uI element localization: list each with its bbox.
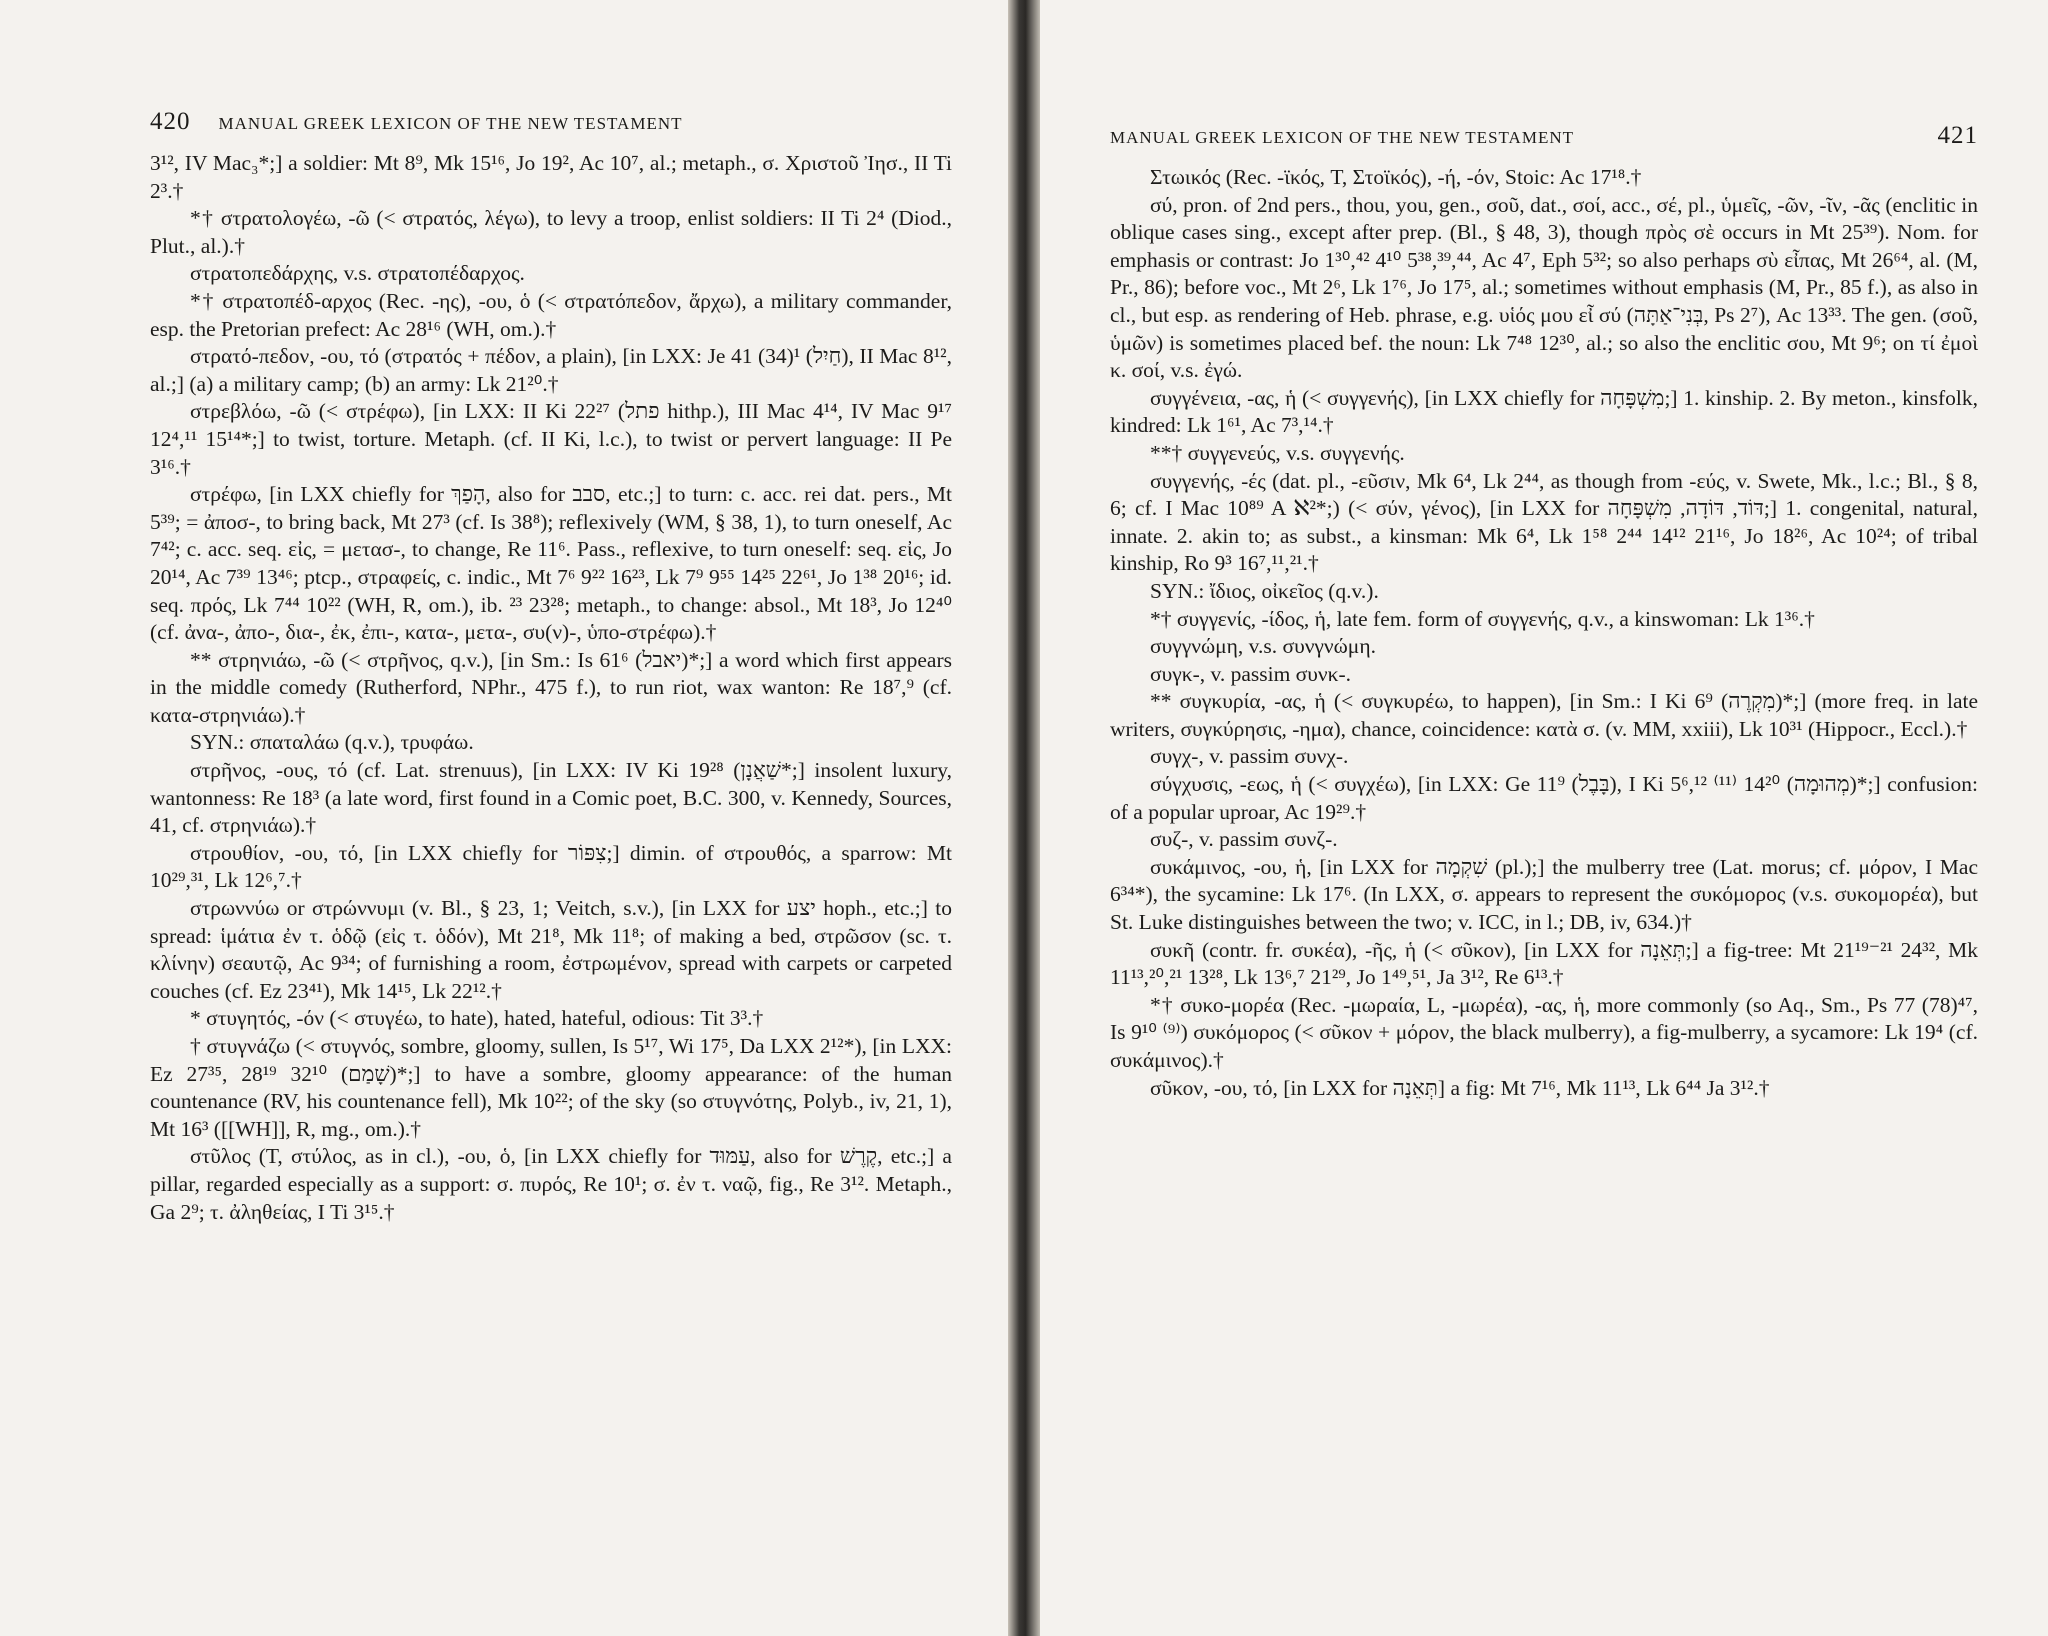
book-gutter bbox=[1008, 0, 1040, 1636]
entry-sykaminos: συκάμινος, -ου, ἡ, [in LXX for שִׁקְמָה (pl.);] the mulberry tree (Lat. morus; cf. μόρον, I Mac 6³⁴*), the sycamine: Lk 17⁶. (In LXX, σ. appears to represent the συκόμορος (v.s. συκομορέα), but St. Luke distinguishes between the two; v. ICC, in l.; DB, iv, 634.)† bbox=[1110, 854, 1978, 935]
entry-stygetos: * στυγητός, -όν (< στυγέω, to hate), hated, hateful, odious: Tit 3³.† bbox=[190, 1006, 764, 1031]
entry-strepho: στρέφω, [in LXX chiefly for הָפַךְ, also for סבב, etc.;] to turn: c. acc. rei dat. pers., Mt 5³⁹; = ἀποσ-, to bring back, Mt 27³ (cf. Is 38⁸); reflexively (WM, § 38, 1), to turn oneself, Ac 7⁴²; c. acc. seq. εἰς, = μετασ-, to change, Re 11⁶. Pass., reflexive, to turn oneself: seq. εἰς, Jo 20¹⁴, Ac 7³⁹ 13⁴⁶; ptcp., στραφείς, c. indic., Mt 7⁶ 9²² 16²³, Lk 7⁹ 9⁵⁵ 14²⁵ 22⁶¹, Jo 1³⁸ 20¹⁶; id. seq. πρός, Lk 7⁴⁴ 10²² (WH, R, om.), ib. ²³ 23²⁸; metaph., to change: absol., Mt 18³, Jo 12⁴⁰ (cf. ἀνα-, ἀπο-, δια-, ἐκ, ἐπι-, κατα-, μετα-, συ(ν)-, ὑπο-στρέφω).† bbox=[150, 482, 952, 645]
entry-stygnazo: † στυγνάζω (< στυγνός, sombre, gloomy, sullen, Is 5¹⁷, Wi 17⁵, Da LXX 2¹²*), [in LXX: Ez 27³⁵, 28¹⁹ 32¹⁰ (שָׁמַם)*;] to have a sombre, gloomy appearance: of the human countenance (RV, his countenance fell), Mk 10²²; of the sky (so στυγνότης, Polyb., iv, 21, 1), Mt 16³ ([[WH]], R, mg., om.).† bbox=[150, 1034, 952, 1141]
entry-sykomorea: *† συκο-μορέα (Rec. -μωραία, L, -μωρέα), -ας, ἡ, more commonly (so Aq., Sm., Ps 77 (78)⁴⁷, Is 9¹⁰ ⁽⁹⁾) συκόμορος (< σῦκον + μόρον, the black mulberry), a fig-mulberry, a sycamore: Lk 19⁴ (cf. συκάμινος).† bbox=[1110, 992, 1978, 1072]
left-page bbox=[0, 0, 1012, 1636]
entry-stratopedon: στρατό-πεδον, -ου, τό (στρατός + πέδον, a plain), [in LXX: Je 41 (34)¹ (חַיִל), II Mac 8¹², al.;] (a) a military camp; (b) an army: Lk 21²⁰.† bbox=[150, 344, 952, 396]
entry-syn-note: SYN.: σπαταλάω (q.v.), τρυφάω. bbox=[190, 730, 474, 755]
entry-sygchysis: σύγχυσις, -εως, ἡ (< συγχέω), [in LXX: Ge 11⁹ (בָּבֶל), I Ki 5⁶,¹² ⁽¹¹⁾ 14²⁰ (מְהוּמָה)*;] confusion: of a popular uproar, Ac 19²⁹.† bbox=[1110, 772, 1979, 824]
entry-strenos: στρῆνος, -ους, τό (cf. Lat. strenuus), [in LXX: IV Ki 19²⁸ (שַׁאֲנָן*;] insolent luxury, wantonness: Re 18³ (a late word, first found in a Comic poet, B.C. 300, v. Kennedy, Sources, 41, cf. στρηνιάω).† bbox=[150, 758, 953, 838]
lexicon-entries bbox=[150, 150, 952, 1226]
running-title: MANUAL GREEK LEXICON OF THE NEW TESTAMENT bbox=[1110, 128, 1574, 147]
entry-syz: συζ-, v. passim συνζ-. bbox=[1150, 827, 1338, 852]
entry-stylos: στῦλος (T, στύλος, as in cl.), -ου, ὁ, [in LXX chiefly for עַמּוּד, also for קֶרֶשׁ, etc.;] a pillar, regarded especially as a support: σ. πυρός, Re 10¹; σ. ἐν τ. ναῷ, fig., Re 3¹². Metaph., Ga 2⁹; τ. ἀληθείας, I Ti 3¹⁵.† bbox=[150, 1144, 952, 1224]
entry-strebloo: στρεβλόω, -ῶ (< στρέφω), [in LXX: II Ki 22²⁷ (פתל hithp.), III Mac 4¹⁴, IV Mac 9¹⁷ 12⁴,¹¹ 15¹⁴*;] to twist, torture. Metaph. (cf. II Ki, l.c.), to twist or pervert language: II Pe 3¹⁶.† bbox=[150, 399, 952, 479]
entry-syggeneia: συγγένεια, -ας, ἡ (< συγγενής), [in LXX chiefly for מִשְׁפָּחָה;] 1. kinship. 2. By meton., kinsfolk, kindred: Lk 1⁶¹, Ac 7³,¹⁴.† bbox=[1110, 385, 1978, 438]
running-title: MANUAL GREEK LEXICON OF THE NEW TESTAMENT bbox=[218, 114, 683, 133]
entry-strouthion: στρουθίον, -ου, τό, [in LXX chiefly for צִפּוֹר;] dimin. of στρουθός, a sparrow: Mt 10²⁹,³¹, Lk 12⁶,⁷.† bbox=[150, 840, 952, 893]
entry-streniao: ** στρηνιάω, -ῶ (< στρῆνος, q.v.), [in Sm.: Is 61⁶ (יאבל)*;] a word which first appears in the middle comedy (Rutherford, NPhr., 475 f.), to run riot, wax wanton: Re 18⁷,⁹ (cf. κατα-στρηνιάω).† bbox=[150, 647, 952, 727]
right-page bbox=[1012, 0, 2048, 1636]
entry-syke: συκῆ (contr. fr. συκέα), -ῆς, ἡ (< σῦκον), [in LXX for תְּאֵנָה;] a fig-tree: Mt 21¹⁹⁻²¹ 24³², Mk 11¹³,²⁰,²¹ 13²⁸, Lk 13⁶,⁷ 21²⁹, Jo 1⁴⁹,⁵¹, Ja 3¹², Re 6¹³.† bbox=[1110, 937, 1978, 990]
entry-stratopedarches: στρατοπεδάρχης, v.s. στρατοπέδαρχος. bbox=[190, 261, 525, 286]
entry-stratopedarchos: *† στρατοπέδ-αρχος (Rec. -ης), -ου, ὁ (< στρατόπεδον, ἄρχω), a military commander, esp. the Pretorian prefect: Ac 28¹⁶ (WH, om.).† bbox=[150, 288, 952, 341]
entry-sygk: συγκ-, v. passim συνκ-. bbox=[1150, 661, 1352, 686]
lexicon-entries bbox=[1110, 164, 1978, 1102]
entry-sygch: συγχ-, v. passim συνχ-. bbox=[1150, 744, 1349, 769]
entry-stronnuo: στρωννύω or στρώννυμι (v. Bl., § 23, 1; Veitch, s.v.), [in LXX for יצע hoph., etc.;] to spread: ἱμάτια ἐν τ. ὁδῷ (εἰς τ. ὁδόν), Mt 21⁸, Mk 11⁸; of making a bed, στρῶσον (sc. τ. κλίνην) σεαυτῷ, Ac 9³⁴; of furnishing a room, ἐστρωμένον, spread with carpets or carpeted couches (cf. Ez 23⁴¹), Mk 14¹⁵, Lk 22¹².† bbox=[150, 896, 952, 1003]
entry-syggeneus: **† συγγενεύς, v.s. συγγενής. bbox=[1150, 440, 1405, 465]
entry-stratologeo: *† στρατολογέω, -ῶ (< στρατός, λέγω), to levy a troop, enlist soldiers: II Ti 2⁴ (Diod., Plut., al.).† bbox=[150, 206, 952, 258]
right-page-header bbox=[1110, 122, 1978, 150]
entry-syggenis: *† συγγενίς, -ίδος, ἡ, late fem. form of συγγενής, q.v., a kinswoman: Lk 1³⁶.† bbox=[1150, 606, 1815, 631]
page-number: 421 bbox=[1937, 122, 1978, 149]
entry-continuation: 3¹², IV Mac₃*;] a soldier: Mt 8⁹, Mk 15¹⁶, Jo 19², Ac 10⁷, al.; metaph., σ. Χριστοῦ Ἰησ., II Ti 2³.† bbox=[150, 151, 952, 203]
entry-syggenes: συγγενής, -ές (dat. pl., -εῦσιν, Mk 6⁴, Lk 2⁴⁴, as though from -εύς, v. Swete, Mk., l.c.; Bl., § 8, 6; cf. I Mac 10⁸⁹ A ℵ²*;) (< σύν, γένος), [in LXX for דּוֹד, דּוֹדָה, מִשְׁפָּחָה;] 1. congenital, natural, innate. 2. akin to; as subst., a kinsman: Mk 6⁴, Lk 1⁵⁸ 2⁴⁴ 14¹² 21¹⁶, Jo 18²⁶, Ac 10²⁴; of tribal kinship, Ro 9³ 16⁷,¹¹,²¹.† bbox=[1110, 468, 1978, 576]
left-page-header bbox=[150, 108, 952, 136]
entry-stoikos: Στωικός (Rec. -ϊκός, T, Στοϊκός), -ή, -όν, Stoic: Ac 17¹⁸.† bbox=[1150, 165, 1642, 189]
page-number: 420 bbox=[150, 108, 191, 135]
entry-sygkyria: ** συγκυρία, -ας, ἡ (< συγκυρέω, to happen), [in Sm.: I Ki 6⁹ (מִקְרֶה)*;] (more freq. in late writers, συγκύρησις, -ημα), chance, coincidence: κατὰ σ. (v. MM, xxiii), Lk 10³¹ (Hippocr., Eccl.).† bbox=[1110, 689, 1979, 741]
entry-sy: σύ, pron. of 2nd pers., thou, you, gen., σοῦ, dat., σοί, acc., σέ, pl., ὑμεῖς, -ῶν, -ῖν, -ᾶς (enclitic in oblique cases sing., except after prep. (Bl., § 48, 3), though πρὸς σὲ occurs in Mt 25³⁹). Nom. for emphasis or contrast: Jo 1³⁰,⁴² 4¹⁰ 5³⁸,³⁹,⁴⁴, Ac 4⁷, Eph 5³²; so also perhaps σὺ εἶπας, Mt 26⁶⁴, al. (M, Pr., 86); before voc., Mt 2⁶, Lk 1⁷⁶, Jo 17⁵, al.; sometimes without emphasis (M, Pr., 85 f.), as also in cl., but esp. as rendering of Heb. phrase, e.g. υἱός μου εἶ σύ (בְּנִי־אַתָּה, Ps 2⁷), Ac 13³³. The gen. (σοῦ, ὑμῶν) is sometimes placed bef. the noun: Lk 7⁴⁸ 12³⁰, al.; so also the enclitic σου, Mt 9⁶; on τί ἐμοὶ κ. σοί, v.s. ἐγώ. bbox=[1110, 192, 1978, 383]
entry-syggnome: συγγνώμη, v.s. συνγνώμη. bbox=[1150, 634, 1376, 659]
entry-sykon: σῦκον, -ου, τό, [in LXX for תְּאֵנָה] a fig: Mt 7¹⁶, Mk 11¹³, Lk 6⁴⁴ Ja 3¹².† bbox=[1150, 1075, 1770, 1100]
entry-syn-note: SYN.: ἴδιος, οἰκεῖος (q.v.). bbox=[1150, 578, 1379, 603]
